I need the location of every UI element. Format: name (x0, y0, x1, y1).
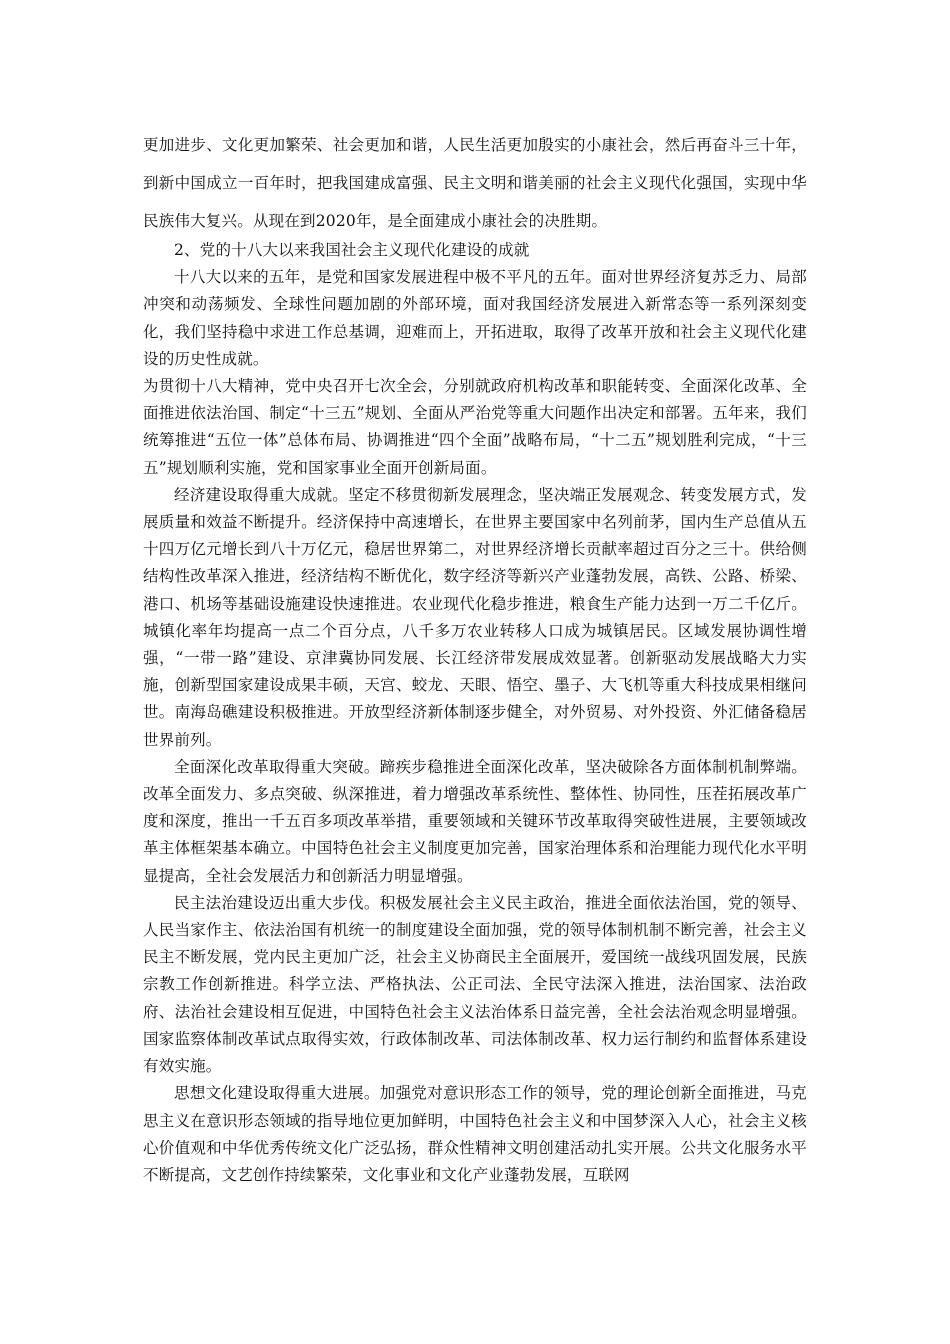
paragraph-culture: 思想文化建设取得重大进展。加强党对意识形态工作的领导，党的理论创新全面推进，马克思主义在意识形态领域的指导地位更加鲜明，中国特色社会主义和中国梦深入人心，社会主义核心价值观和中华优秀传统文化广泛弘扬，群众性精神文明创建活动扎实开展。公共文化服务水平不断提高，文艺创作持续繁荣，文化事业和文化产业蓬勃发展，互联网 (143, 1084, 807, 1184)
paragraph-five-years: 十八大以来的五年，是党和国家发展进程中极不平凡的五年。面对世界经济复苏乏力、局部冲突和动荡频发、全球性问题加剧的外部环境，面对我国经济发展进入新常态等一系列深刻变化，我们坚持稳中求进工作总基调，迎难而上，开拓进取，取得了改革开放和社会主义现代化建设的历史性成就。 (143, 268, 807, 368)
paragraph-democracy-rule-of-law: 民主法治建设迈出重大步伐。积极发展社会主义民主政治，推进全面依法治国，党的领导、人民当家作主、依法治国有机统一的制度建设全面加强，党的领导体制机制不断完善，社会主义民主不断发展，党内民主更加广泛，社会主义协商民主全面展开，爱国统一战线巩固发展，民族宗教工作创新推进。科学立法、严格执法、公正司法、全民守法深入推进，法治国家、法治政府、法治社会建设相互促进，中国特色社会主义法治体系日益完善，全社会法治观念明显增强。国家监察体制改革试点取得实效，行政体制改革、司法体制改革、权力运行制约和监督体系建设有效实施。 (143, 893, 807, 1076)
paragraph-economy: 经济建设取得重大成就。坚定不移贯彻新发展理念，坚决端正发展观念、转变发展方式，发展质量和效益不断提升。经济保持中高速增长，在世界主要国家中名列前茅，国内生产总值从五十四万亿元增长到八十万亿元，稳居世界第二，对世界经济增长贡献率超过百分之三十。供给侧结构性改革深入推进，经济结构不断优化，数字经济等新兴产业蓬勃发展，高铁、公路、桥梁、港口、机场等基础设施建设快速推进。农业现代化稳步推进，粮食生产能力达到一万二千亿斤。城镇化率年均提高一点二个百分点，八千多万农业转移人口成为城镇居民。区域发展协调性增强，“一带一路”建设、京津冀协同发展、长江经济带发展成效显著。创新驱动发展战略大力实施，创新型国家建设成果丰硕，天宫、蛟龙、天眼、悟空、墨子、大飞机等重大科技成果相继问世。南海岛礁建设积极推进。开放型经济新体制逐步健全，对外贸易、对外投资、外汇储备稳居世界前列。 (143, 485, 807, 749)
paragraph-reform: 全面深化改革取得重大突破。蹄疾步稳推进全面深化改革，坚决破除各方面体制机制弊端。改革全面发力、多点突破、纵深推进，着力增强改革系统性、整体性、协同性，压茬拓展改革广度和深度，推出一千五百多项改革举措，重要领域和关键环节改革取得突破性进展，主要领域改革主体框架基本确立。中国特色社会主义制度更加完善，国家治理体系和治理能力现代化水平明显提高，全社会发展活力和创新活力明显增强。 (143, 757, 807, 885)
section-heading: 2、党的十八大以来我国社会主义现代化建设的成就 (174, 241, 530, 259)
intro-paragraph: 更加进步、文化更加繁荣、社会更加和谐，人民生活更加殷实的小康社会，然后再奋斗三十年，到新中国成立一百年时，把我国建成富强、民主文明和谐美丽的社会主义现代化强国，实现中华民族伟大复兴。从现在到2020年，是全面建成小康社会的决胜期。 (143, 136, 807, 230)
body-text (143, 237, 807, 1189)
paragraph-plenary-sessions: 为贯彻十八大精神，党中央召开七次全会，分别就政府机构改革和职能转变、全面深化改革、全面推进依法治国、制定“十三五”规划、全面从严治党等重大问题作出决定和部署。五年来，我们统筹推进“五位一体”总体布局、协调推进“四个全面”战略布局，“十二五”规划胜利完成，“十三五”规划顺利实施，党和国家事业全面开创新局面。 (143, 377, 807, 477)
